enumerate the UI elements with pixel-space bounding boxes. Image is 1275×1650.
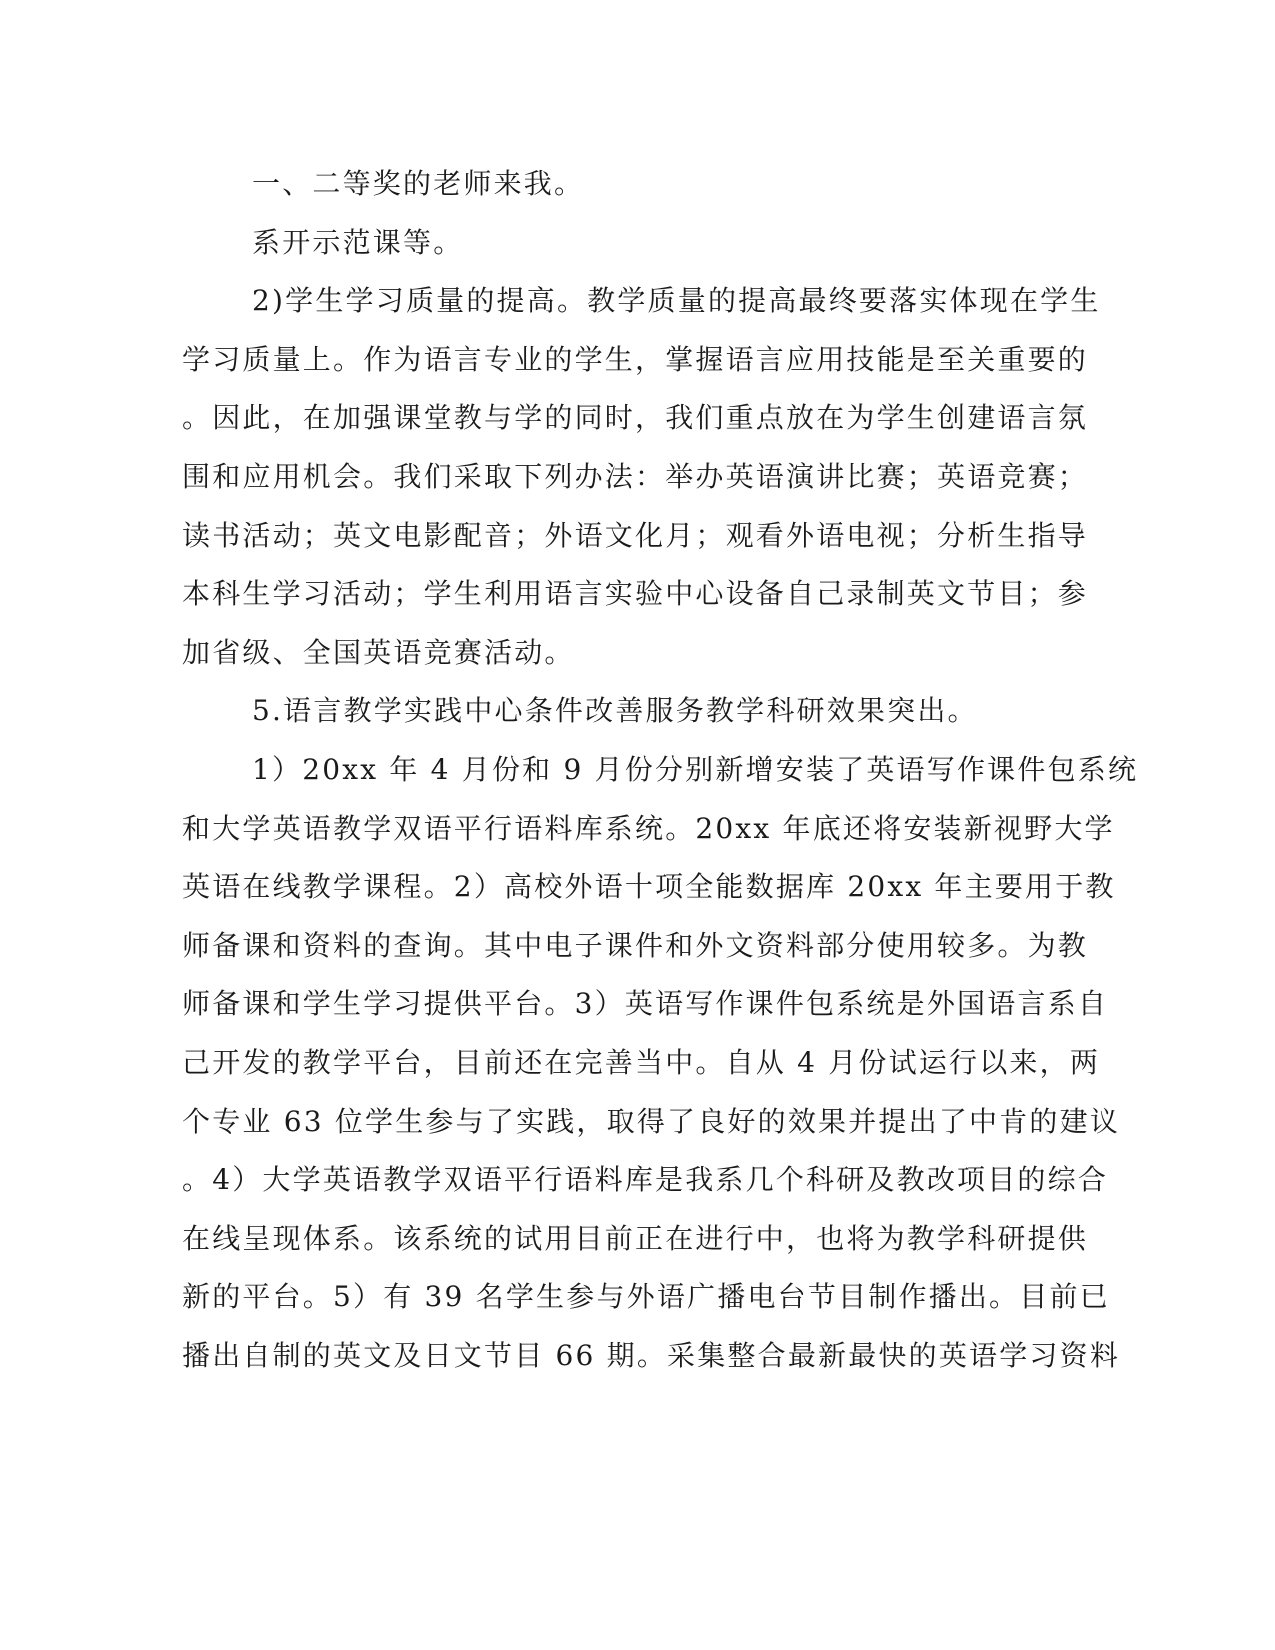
text-line: 系开示范课等。 [252, 225, 464, 259]
text-line: 师备课和学生学习提供平台。3）英语写作课件包系统是外国语言系自 [182, 987, 1109, 1021]
text-line: 本科生学习活动；学生利用语言实验中心设备自己录制英文节目；参 [182, 577, 1089, 611]
text-line: 围和应用机会。我们采取下列办法：举办英语演讲比赛；英语竞赛； [182, 459, 1089, 493]
text-line: 和大学英语教学双语平行语料库系统。20xx 年底还将安装新视野大学 [182, 811, 1115, 845]
text-line: 新的平台。5）有 39 名学生参与外语广播电台节目制作播出。目前已 [182, 1280, 1110, 1314]
text-line: 播出自制的英文及日文节目 66 期。采集整合最新最快的英语学习资料 [182, 1338, 1121, 1372]
text-line: 2)学生学习质量的提高。教学质量的提高最终要落实体现在学生 [252, 284, 1101, 318]
text-line: 英语在线教学课程。2）高校外语十项全能数据库 20xx 年主要用于教 [182, 870, 1116, 904]
text-line: 1）20xx 年 4 月份和 9 月份分别新增安装了英语写作课件包系统 [252, 752, 1139, 786]
body-text [182, 160, 1139, 1390]
text-line: 在线呈现体系。该系统的试用目前正在进行中，也将为教学科研提供 [182, 1221, 1089, 1255]
text-line: 学习质量上。作为语言专业的学生，掌握语言应用技能是至关重要的 [182, 342, 1089, 376]
text-line: 己开发的教学平台，目前还在完善当中。自从 4 月份试运行以来，两 [182, 1045, 1101, 1079]
text-line: 读书活动；英文电影配音；外语文化月；观看外语电视；分析生指导 [182, 518, 1089, 552]
text-line: 个专业 63 位学生参与了实践，取得了良好的效果并提出了中肯的建议 [182, 1104, 1121, 1138]
text-line: 。因此，在加强课堂教与学的同时，我们重点放在为学生创建语言氛 [182, 401, 1089, 435]
text-line: 师备课和资料的查询。其中电子课件和外文资料部分使用较多。为教 [182, 928, 1089, 962]
text-line: 加省级、全国英语竞赛活动。 [182, 635, 575, 669]
text-line: 5.语言教学实践中心条件改善服务教学科研效果突出。 [252, 694, 978, 728]
text-line: 一、二等奖的老师来我。 [252, 167, 585, 200]
text-line: 。4）大学英语教学双语平行语料库是我系几个科研及教改项目的综合 [182, 1163, 1109, 1197]
